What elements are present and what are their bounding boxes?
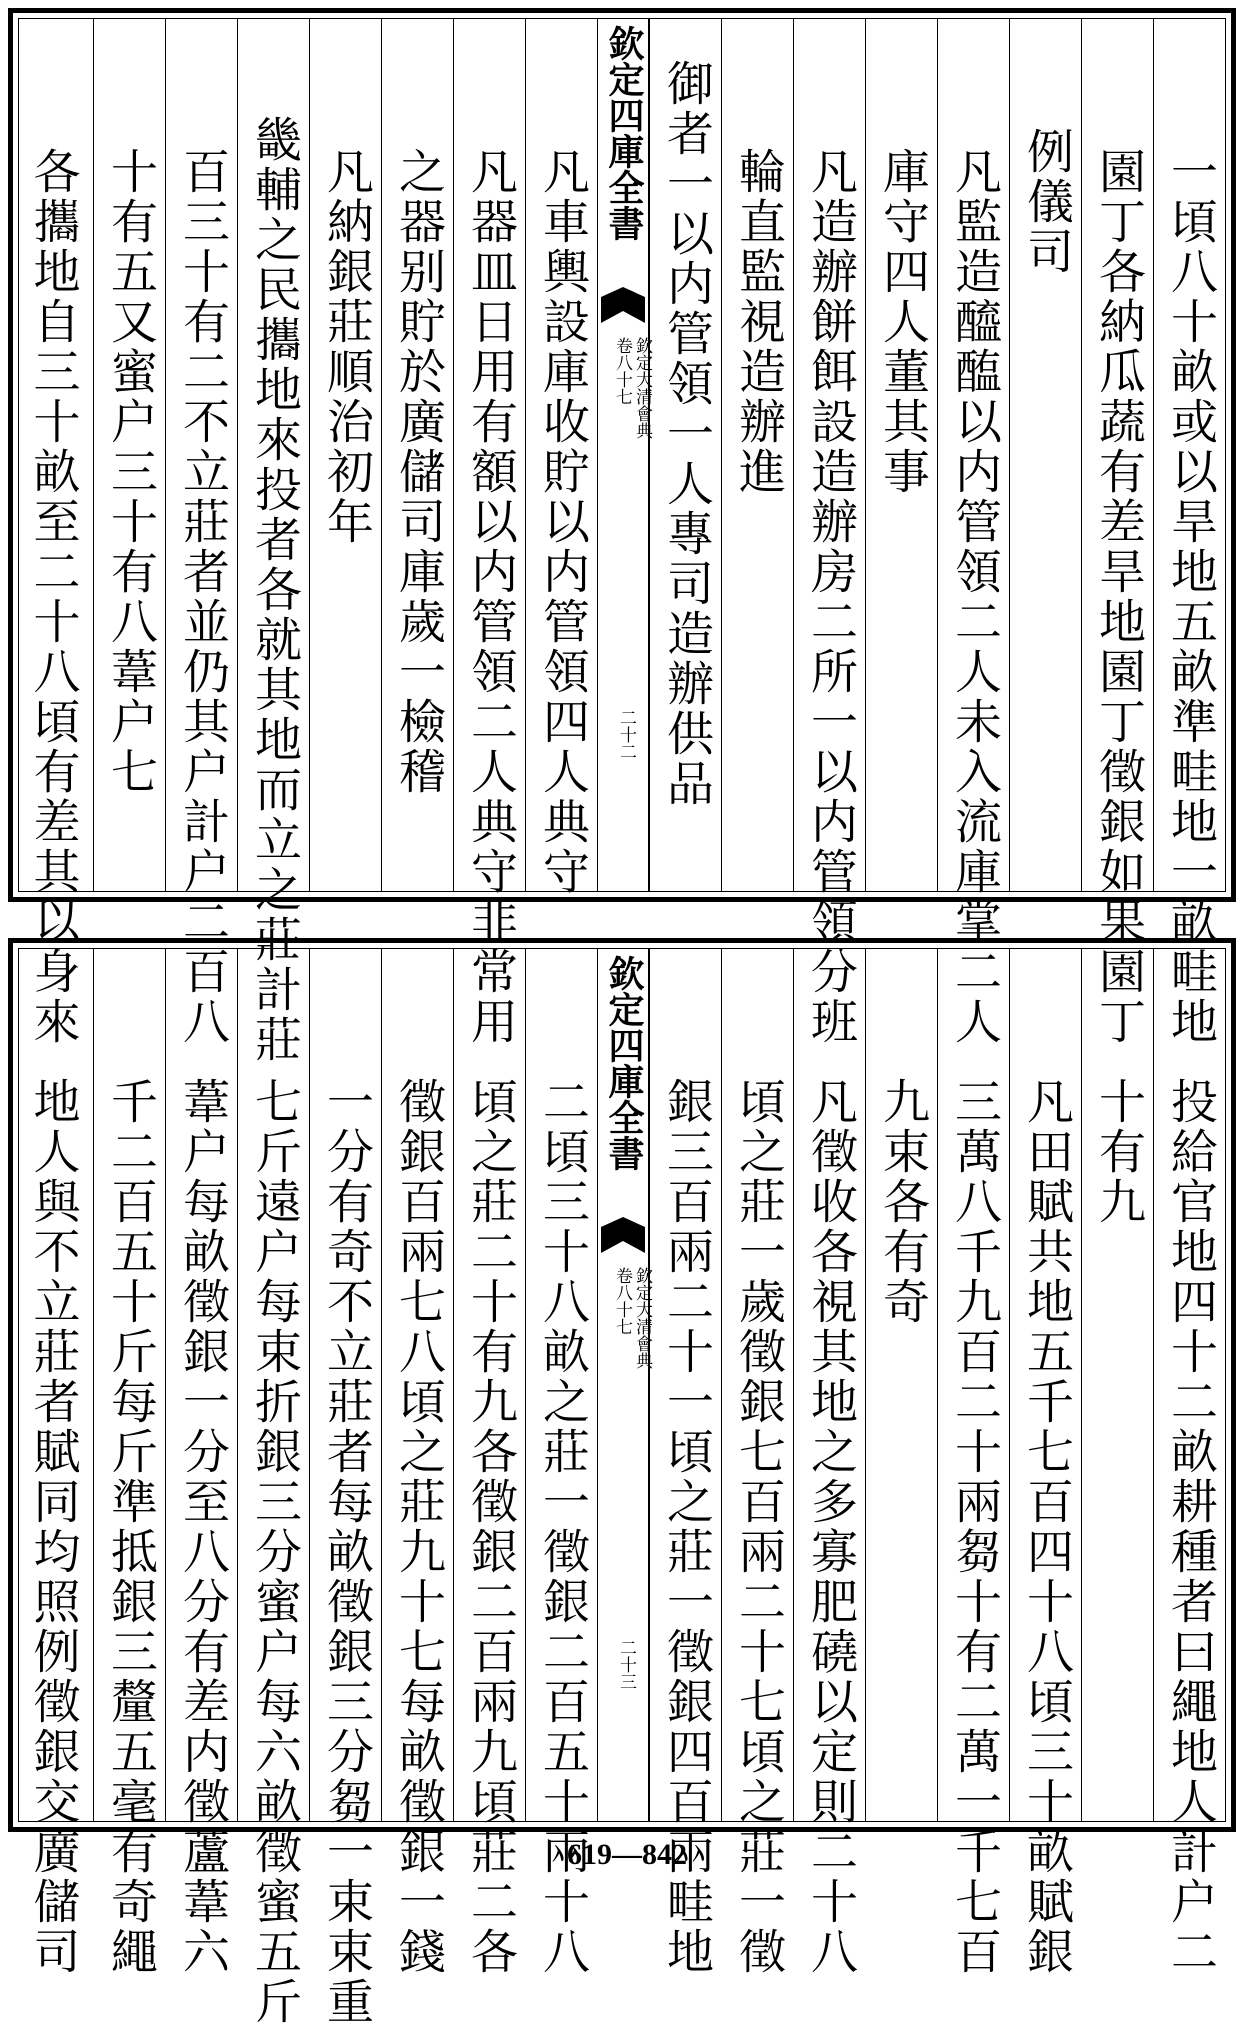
center-gutter — [597, 19, 652, 891]
fishtail-icon — [601, 1217, 645, 1253]
column-text: 地人與不立莊者賦同均照例徵銀交廣儲司 — [25, 1077, 81, 1977]
column-text: 御者一以内管領一人專司造辦供品 — [659, 59, 714, 809]
column-text: 九束各有奇 — [875, 1077, 930, 1327]
column-text: 十有九 — [1091, 1077, 1146, 1227]
text-column — [865, 949, 937, 1821]
fishtail-icon — [601, 287, 645, 323]
column-text: 千二百五十斤每斤準抵銀三釐五毫有奇繩 — [103, 1077, 158, 1977]
running-head: 欽定四庫全書 — [603, 955, 645, 1171]
column-text: 頃之莊二十有九各徵銀二百兩九頃莊二各 — [463, 1077, 518, 1977]
column-text: 二頃三十八畝之莊一徵銀二百五十兩十八 — [535, 1077, 590, 1977]
text-column — [165, 949, 237, 1977]
column-text: 頃之莊一歲徵銀七百兩二十七頃之莊一徵 — [731, 1077, 786, 1977]
column-text: 十有五又蜜户三十有八葦户七 — [103, 147, 158, 797]
text-column — [237, 949, 309, 2027]
text-column — [93, 19, 165, 891]
text-column — [525, 949, 597, 1977]
center-gutter — [597, 949, 652, 1821]
text-column — [793, 949, 865, 1977]
text-column — [937, 19, 1009, 1047]
text-column — [11, 19, 93, 1047]
column-text: 凡田賦共地五千七百四十八頃三十畝賦銀 — [1019, 1077, 1074, 1977]
text-column — [165, 19, 237, 1047]
text-column — [1153, 949, 1225, 1977]
text-column — [793, 19, 865, 1047]
column-text: 七斤遠户每束折銀三分蜜户每六畝徵蜜五斤 — [247, 1077, 302, 2027]
column-text: 百三十有二不立莊者並仍其户計户二百八 — [175, 147, 230, 1047]
column-text: 凡造辦餅餌設造辦房二所一以内管領分班 — [803, 147, 858, 1047]
text-column — [721, 19, 793, 891]
column-text: 葦户每畝徵銀一分至八分有差内徵蘆葦六 — [175, 1077, 230, 1977]
column-text: 各攜地自三十畝至二十八頃有差其以身來 — [25, 147, 81, 1047]
column-text: 之器别貯於廣儲司庫歲一檢稽 — [391, 147, 446, 797]
column-text: 一頃八十畝或以旱地五畝準畦地一畝畦地 — [1163, 147, 1218, 1047]
text-column — [865, 19, 937, 891]
text-column — [721, 949, 793, 1977]
column-text: 凡器皿日用有額以内管領二人典守非常用 — [463, 147, 518, 1047]
text-column — [649, 19, 721, 891]
text-column — [525, 19, 597, 897]
column-text: 凡監造醯醢以内管領二人未入流庫掌二人 — [947, 147, 1002, 1047]
page-number: 二十二 — [616, 709, 636, 760]
text-column — [1009, 19, 1081, 891]
column-text: 園丁各納瓜蔬有差旱地園丁徵銀如果園丁 — [1091, 147, 1146, 1047]
text-column — [11, 949, 93, 1977]
page-number: 二十三 — [616, 1639, 636, 1690]
book-subtitle: 欽定大清會典 卷八十七 — [612, 337, 652, 439]
column-text: 徵銀百兩七八頃之莊九十七每畝徵銀一錢 — [391, 1077, 446, 1977]
column-text: 庫守四人董其事 — [875, 147, 930, 497]
page-panel-top — [8, 8, 1236, 1065]
column-text: 三萬八千九百二十兩芻十有二萬一千七百 — [947, 1077, 1002, 1977]
text-column — [649, 949, 721, 1977]
running-head: 欽定四庫全書 — [603, 25, 645, 241]
page-footer-number: 619—842 — [567, 1838, 687, 1871]
text-column — [309, 19, 381, 891]
text-column — [1081, 949, 1153, 1821]
text-column — [381, 949, 453, 1977]
column-text: 畿輔之民攜地來投者各就其地而立之莊計莊 — [247, 115, 302, 1065]
text-column — [381, 19, 453, 891]
text-column — [237, 19, 309, 1065]
column-text: 輪直監視造辦進 — [731, 147, 786, 497]
page-frame-top — [18, 18, 1226, 1065]
book-subtitle: 欽定大清會典 卷八十七 — [612, 1267, 652, 1369]
text-column — [453, 19, 525, 1047]
column-text: 一分有奇不立莊者每畝徵銀三分芻一束束重 — [319, 1077, 374, 2027]
text-column — [453, 949, 525, 1977]
text-column — [93, 949, 165, 1977]
column-text: 凡車輿設庫收貯以内管領四人典守 — [535, 147, 590, 897]
column-text: 銀三百兩二十一頃之莊一徵銀四百兩畦地 — [659, 1077, 714, 1977]
text-column — [309, 949, 381, 2027]
column-text: 例儀司 — [1019, 127, 1074, 277]
text-column — [1081, 19, 1153, 1047]
column-text: 投給官地四十二畝耕種者曰繩地人計户二 — [1163, 1077, 1218, 1977]
column-text: 凡納銀莊順治初年 — [319, 147, 374, 547]
text-column — [1153, 19, 1225, 1047]
column-text: 凡徵收各視其地之多寡肥磽以定則二十八 — [803, 1077, 858, 1977]
text-column — [1009, 949, 1081, 1977]
text-column — [937, 949, 1009, 1977]
